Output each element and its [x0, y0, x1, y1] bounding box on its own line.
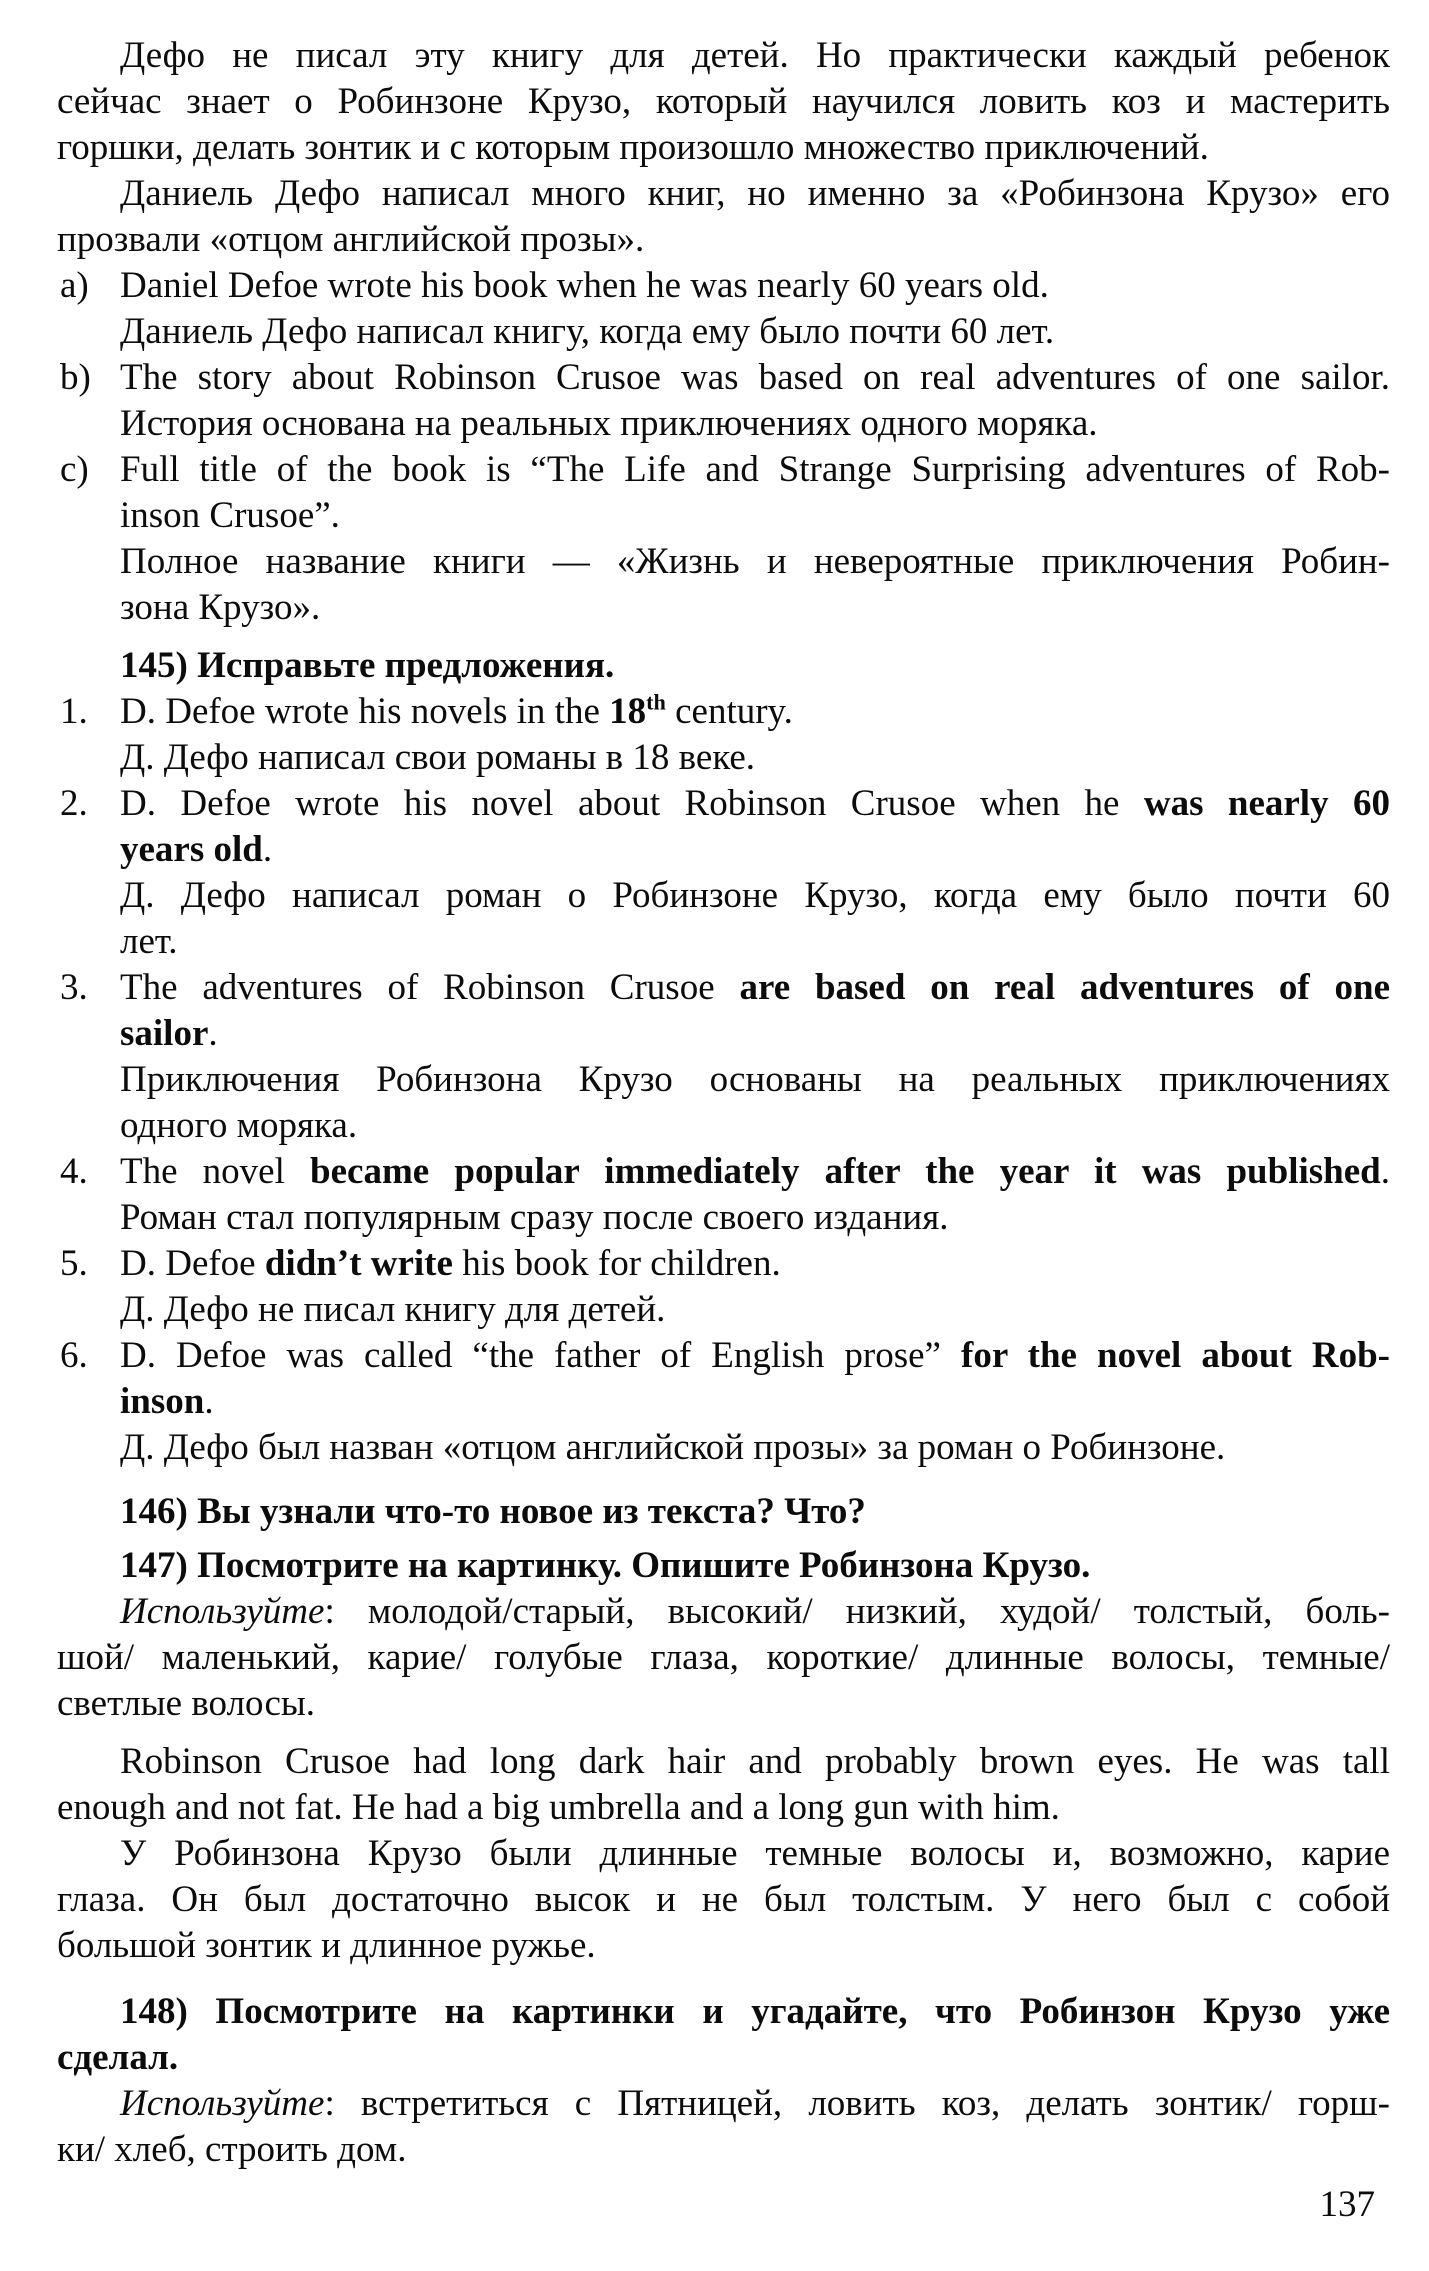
text-run: Daniel Defoe wrote his book when he was nearly 60 years old. [120, 265, 1049, 306]
text-line [120, 965, 1390, 1011]
text-run: Полное название книги — «Жизнь и невероятные приключения Робин- [120, 541, 1390, 582]
text-line [57, 1785, 1390, 1831]
text-run: зона Крузо». [120, 587, 321, 628]
text-run: D. Defoe was called “the father of English prose” [120, 1335, 962, 1376]
text-run: his book for children. [452, 1243, 781, 1284]
paragraph-use-words-148 [57, 2081, 1390, 2173]
paragraph-robinson-description-en [57, 1739, 1390, 1831]
text-run: . [208, 1013, 218, 1054]
text-line [120, 355, 1390, 401]
text-run: ки/ хлеб, строить дом. [57, 2129, 407, 2170]
text-run: сделал. [57, 2037, 179, 2078]
item-1 [57, 689, 1390, 781]
text-run: . [204, 1381, 214, 1422]
text-line [120, 1379, 1390, 1425]
text-run: Приключения Робинзона Крузо основаны на реальных приключениях [120, 1059, 1390, 1100]
text-line [57, 1681, 1390, 1727]
text-line [57, 2035, 1390, 2081]
text-line [120, 1057, 1390, 1103]
text-run: D. Defoe [120, 1243, 265, 1284]
text-line [120, 401, 1390, 447]
text-line [57, 2127, 1390, 2173]
text-line [120, 447, 1390, 493]
text-run: sailor [120, 1013, 209, 1054]
text-line [57, 1923, 1390, 1969]
text-line [120, 1333, 1390, 1379]
text-run: enough and not fat. He had a big umbrella and a long gun with him. [57, 1787, 1060, 1828]
text-run: горшки, делать зонтик и с которым произошло множество приключений. [57, 127, 1209, 168]
text-line [57, 1635, 1390, 1681]
text-run: Используйте [120, 1591, 325, 1632]
text-run: Даниель Дефо написал много книг, но именно за «Робинзона Крузо» его [120, 173, 1390, 214]
text-run: th [646, 689, 666, 715]
text-run: for the novel about Rob- [961, 1335, 1391, 1376]
heading-147 [57, 1543, 1390, 1589]
item-label: 4. [60, 1151, 88, 1192]
page-number: 137 [1319, 2184, 1375, 2225]
item-2 [57, 781, 1390, 965]
paragraph-defoe-children [57, 33, 1390, 171]
paragraph-use-words-147 [57, 1589, 1390, 1727]
text-run: 18 [609, 691, 647, 732]
text-run: years old [120, 829, 263, 870]
text-run: Д. Дефо написал свои романы в 18 веке. [120, 737, 756, 778]
text-line [120, 309, 1390, 355]
text-line [57, 171, 1390, 217]
text-run: The novel [120, 1151, 311, 1192]
text-line [120, 735, 1390, 781]
text-line [57, 1739, 1390, 1785]
item-6 [57, 1333, 1390, 1471]
text-run: : молодой/старый, высокий/ низкий, худой/ толстый, боль- [324, 1591, 1390, 1632]
text-run: became popular immediately after the year it was published [310, 1151, 1381, 1192]
text-line [57, 1489, 1390, 1535]
text-run: D. Defoe wrote his novel about Robinson Crusoe when he [120, 783, 1144, 824]
text-run: Д. Дефо не писал книгу для детей. [120, 1289, 666, 1330]
text-line [57, 1543, 1390, 1589]
text-line [120, 493, 1390, 539]
heading-146 [57, 1489, 1390, 1535]
text-run: are based on real adventures of one [739, 967, 1390, 1008]
paragraph-robinson-description-ru [57, 1831, 1390, 1969]
text-run: Даниель Дефо написал книгу, когда ему было почти 60 лет. [120, 311, 1055, 352]
text-run: Full title of the book is “The Life and Strange Surprising adventures of Rob- [120, 449, 1390, 490]
text-run: У Робинзона Крузо были длинные темные волосы и, возможно, карие [120, 1833, 1390, 1874]
text-run: История основана на реальных приключениях одного моряка. [120, 403, 1098, 444]
item-label: a) [60, 265, 89, 306]
item-b [57, 355, 1390, 447]
text-line [57, 1989, 1390, 2035]
text-line [120, 919, 1390, 965]
text-line [120, 1287, 1390, 1333]
text-run: Дефо не писал эту книгу для детей. Но практически каждый ребенок [120, 35, 1390, 76]
text-run: Используйте [120, 2083, 325, 2124]
text-line [120, 263, 1390, 309]
text-line [120, 1149, 1390, 1195]
text-line [120, 1195, 1390, 1241]
text-run: сейчас знает о Робинзоне Крузо, который научился ловить коз и мастерить [57, 81, 1390, 122]
text-run: century. [665, 691, 793, 732]
text-run: : встретиться с Пятницей, ловить коз, делать зонтик/ горш- [324, 2083, 1390, 2124]
text-line [120, 1011, 1390, 1057]
text-line [57, 1877, 1390, 1923]
text-line [120, 827, 1390, 873]
text-run: большой зонтик и длинное ружье. [57, 1925, 596, 1966]
text-run: was nearly 60 [1143, 783, 1390, 824]
item-4 [57, 1149, 1390, 1241]
text-line [120, 1103, 1390, 1149]
text-run: 147) Посмотрите на картинку. Опишите Робинзона Крузо. [120, 1545, 1091, 1586]
text-line [120, 1241, 1390, 1287]
text-line [120, 689, 1390, 735]
text-line [57, 125, 1390, 171]
text-run: одного моряка. [120, 1105, 358, 1146]
text-line [120, 585, 1390, 631]
text-line [57, 1831, 1390, 1877]
text-run: . [262, 829, 273, 870]
item-5 [57, 1241, 1390, 1333]
text-run: inson Crusoe”. [120, 495, 340, 536]
text-run: 146) Вы узнали что-то новое из текста? Что? [120, 1491, 866, 1532]
text-run: The adventures of Robinson Crusoe [120, 967, 740, 1008]
item-c [57, 447, 1390, 631]
text-run: Д. Дефо написал роман о Робинзоне Крузо, когда ему было почти 60 [120, 875, 1390, 916]
item-label: 2. [60, 783, 88, 824]
text-run: . [1380, 1151, 1390, 1192]
text-line [57, 33, 1390, 79]
text-run: Роман стал популярным сразу после своего издания. [120, 1197, 949, 1238]
text-run: The story about Robinson Crusoe was based on real adventures of one sailor. [120, 357, 1390, 398]
text-line [120, 1425, 1390, 1471]
text-line [120, 873, 1390, 919]
text-run: прозвали «отцом английской прозы». [57, 219, 645, 260]
text-run: 145) Исправьте предложения. [120, 645, 615, 686]
item-label: b) [60, 357, 91, 398]
item-label: c) [60, 449, 89, 490]
text-run: глаза. Он был достаточно высок и не был толстым. У него был с собой [57, 1879, 1390, 1920]
text-run: didn’t write [264, 1243, 453, 1284]
heading-148 [57, 1989, 1390, 2081]
text-run: inson [120, 1381, 205, 1422]
item-label: 5. [60, 1243, 88, 1284]
text-line [120, 781, 1390, 827]
text-line [57, 217, 1390, 263]
text-run: шой/ маленький, карие/ голубые глаза, короткие/ длинные волосы, темные/ [57, 1637, 1390, 1678]
item-a [57, 263, 1390, 355]
text-line [57, 1589, 1390, 1635]
heading-145 [57, 643, 1390, 689]
text-line [57, 643, 1390, 689]
item-label: 3. [60, 967, 88, 1008]
text-run: Robinson Crusoe had long dark hair and probably brown eyes. He was tall [120, 1741, 1390, 1782]
item-3 [57, 965, 1390, 1149]
text-line [57, 79, 1390, 125]
text-run: D. Defoe wrote his novels in the [120, 691, 610, 732]
text-run: светлые волосы. [57, 1683, 315, 1724]
paragraph-defoe-many-books [57, 171, 1390, 263]
item-label: 1. [60, 691, 88, 732]
item-label: 6. [60, 1335, 88, 1376]
text-run: лет. [120, 921, 178, 962]
text-line [120, 539, 1390, 585]
text-run: Д. Дефо был назван «отцом английской прозы» за роман о Робинзоне. [120, 1427, 1226, 1468]
text-run: 148) Посмотрите на картинки и угадайте, что Робинзон Крузо уже [120, 1991, 1390, 2032]
text-line [57, 2081, 1390, 2127]
